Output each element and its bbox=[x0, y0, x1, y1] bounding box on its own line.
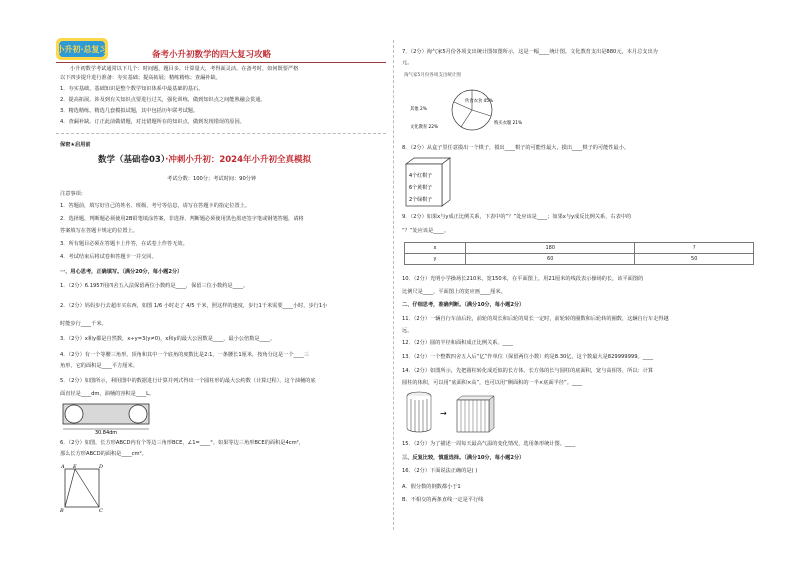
box-figure bbox=[404, 156, 454, 208]
intro-line-1: 以下四步提升进行准备：夯实基础；提高拓展；精练精练；查漏补缺。 bbox=[60, 75, 221, 81]
svg-text:小升初·总复习: 小升初·总复习 bbox=[56, 45, 108, 54]
question-12: 12．（2分）圆的半径和面积成正比例关系。____ bbox=[402, 340, 514, 346]
question-3: 3．（2分）x和y都是自然数，x÷y=3(y≠0)，x和y的最大公因数是____，最小公倍数是____。 bbox=[60, 336, 276, 342]
table-cell: 50 bbox=[635, 254, 754, 265]
question-11b: 远。 bbox=[402, 328, 413, 334]
table-row bbox=[405, 254, 754, 265]
logo bbox=[55, 34, 109, 64]
intro-line-4: 3．精选精练。精选几套模拟试题，其中包括历年联考试题。 bbox=[60, 108, 199, 114]
table-cell: ? bbox=[635, 243, 754, 254]
question-7b: 元。 bbox=[402, 60, 413, 66]
label-E: E bbox=[73, 464, 77, 470]
pie-label-other: 其他 2% bbox=[410, 107, 427, 112]
question-6b: 那么长方形ABCD的面积是____cm²。 bbox=[60, 451, 147, 457]
header-title: 备考小升初数学的四大复习攻略 bbox=[152, 50, 272, 60]
question-2a: 2．（2分）妈妈步行去超市买东西，如图 1/6 小时走了 4/5 千米，照这样的速度，步行1千米需要____小时，步行1小 bbox=[60, 303, 328, 309]
intro-line-3: 2．提高拓展。涉及到有关知识点要进行过关，强化训练，做到知识点之间能熟融会贯通。 bbox=[60, 97, 266, 103]
question-11a: 11．（2分）一辆自行车前后轮，前轮的周长和后轮的周长一定时，前轮转的圈数和后轮转的圈数，这辆自行车走得越 bbox=[402, 316, 669, 322]
pie-chart-figure bbox=[402, 68, 532, 138]
question-15: 15．（2分）为了描述一周每天最高气温的变化情况，选用条形统计图。____ bbox=[402, 441, 576, 447]
intro-line-0: 小升初数学考试通常以下几个：时间题，题目多，计算量大，考得面灵活。在备考时，如何既要严格 bbox=[70, 66, 299, 72]
label-B: B bbox=[60, 508, 64, 512]
header-rule bbox=[56, 62, 386, 63]
logo-icon bbox=[55, 34, 109, 64]
pie-label-food: 伙食衣食 45% bbox=[465, 99, 494, 104]
secret-tag: 保密★启用前 bbox=[60, 142, 91, 148]
question-16-option-b: B．不相交的两条直线一定是平行线 bbox=[402, 497, 484, 503]
exam-info: 考试分数：100分；考试时间：90分钟 bbox=[167, 176, 257, 182]
question-5b: 面直径是____dm，油桶的容积是____L。 bbox=[60, 391, 155, 397]
box-label-green: 2个绿棋子 bbox=[409, 197, 433, 203]
question-2b: 时能步行____千米。 bbox=[60, 321, 107, 327]
notes-heading: 注意事项： bbox=[60, 191, 86, 197]
pie-title: 淘气家5月份各项支出统计图 bbox=[404, 73, 461, 78]
label-D: D bbox=[99, 464, 104, 470]
question-16: 16．（2分）下面说法正确的是( ) bbox=[402, 468, 478, 474]
question-5a: 5．（2分）如图所示，利用图中的数据进行计算并列式得出一个圆柱形的最大公约数（计算过程），这个油桶的底 bbox=[60, 378, 316, 384]
notes-line-0: 1．答题前，填写好自己的姓名、班级、考号等信息，请写在答题卡的指定位置上。 bbox=[60, 203, 251, 209]
rectangle-figure bbox=[58, 462, 108, 512]
intro-line-2: 1．夯实基础。基础知识是整个数学知识体系中最基础的基石。 bbox=[60, 86, 204, 92]
table-cell: 60 bbox=[466, 254, 635, 265]
question-4b: 角形，它的面积是____平方厘米。 bbox=[60, 363, 138, 369]
box-label-yellow: 6个黄棋子 bbox=[409, 185, 433, 191]
box-label-red: 4个红棋子 bbox=[409, 173, 433, 179]
section-1-heading: 一、用心思考，正确填写。（满分20分，每小题2分） bbox=[60, 269, 183, 275]
pie-label-clothes: 购买衣服 21% bbox=[494, 121, 523, 126]
pie-label-culture: 文化教育 22% bbox=[410, 125, 439, 130]
question-10b: 比例尺是____，平面图上的宽应画____厘米。 bbox=[402, 289, 506, 295]
arrow-icon: → bbox=[440, 409, 447, 418]
table-cell: y bbox=[405, 254, 466, 265]
question-9b: “？”处应该是____。 bbox=[402, 228, 449, 234]
question-9a: 9．（2分）如果x与y成正比例关系，下表中的“？”处应该是____；如果x与y成反比例关系，右表中的 bbox=[402, 214, 632, 220]
table-cell: 180 bbox=[466, 243, 635, 254]
notes-line-3: 3．所有题目必须在答题卡上作答，在试卷上作答无效。 bbox=[60, 241, 188, 247]
barrel-figure bbox=[62, 403, 152, 435]
column-divider bbox=[393, 40, 394, 530]
question-16-option-a: A．假分数的倒数都小于1 bbox=[402, 484, 461, 490]
label-A: A bbox=[61, 464, 65, 470]
exam-title bbox=[98, 155, 311, 165]
exam-title-black: 数学（基础卷03） bbox=[98, 155, 166, 165]
section-3-heading: 三、反复比较，慎重选择。（满分10分，每小题2分） bbox=[402, 455, 525, 461]
label-C: C bbox=[99, 508, 103, 512]
exam-title-red: ·冲刺小升初：2024年小升初全真模拟 bbox=[165, 155, 311, 165]
notes-line-2: 答案填写在答题卡规定的位置上。 bbox=[60, 228, 138, 234]
question-1: 1．（2分）6.1957用四舍五入法保留两位小数约是____，保留三位小数约是____。 bbox=[60, 283, 249, 289]
proportion-table bbox=[404, 242, 754, 265]
question-14b: 圆柱的体积，可以用“底面积×高”，也可以用“侧面积的一半×底面半径”。____ bbox=[402, 380, 583, 386]
question-4a: 4．（2分）有一个等腰三角形，顶角和其中一个底角的度数比是2:1，一条腰长1厘米，按角分这是一个____三 bbox=[60, 352, 310, 358]
question-8: 8．（2分）从盒子里任意摸出一个棋子，摸出____棋子的可能性最大，摸出____棋子的可能性最小。 bbox=[402, 145, 630, 151]
question-13: 13．（2分）一个整数四舍五入后“亿”作单位（保留两位小数）约是8.30亿，这个数最大是829999999。____ bbox=[402, 354, 654, 360]
cylinder-figure bbox=[402, 388, 502, 436]
intro-divider bbox=[56, 133, 386, 134]
barrel-dimension-label: 30.84dm bbox=[94, 430, 118, 435]
table-row bbox=[405, 243, 754, 254]
section-2-heading: 二、仔细思考，准确判断。（满分10分，每小题2分） bbox=[402, 302, 525, 308]
table-cell: x bbox=[405, 243, 466, 254]
question-10a: 10．（2分）光明小学操场长210米，宽150米，在平面图上，用21厘米的线段表示操场的长，该平面图的 bbox=[402, 276, 644, 282]
question-7a: 7．（2分）淘气家5月份各项支出统计图如图所示，这是一幅____统计图。文化教育支出是880元，本月总支出为 bbox=[402, 49, 658, 55]
intro-line-5: 4．查漏补缺。订正此前做错题，对比错题所在的知识点，做到发现错误的原因。 bbox=[60, 119, 245, 125]
notes-line-4: 4．考试结束后将试卷和答题卡一并交回。 bbox=[60, 254, 157, 260]
question-6a: 6．（2分）如图，长方形ABCD内有个等边三角形BCE，∠1=____°。如果等边三角形BCE的面积是4cm²， bbox=[60, 440, 304, 446]
question-14a: 14．（2分）如图所示，先把圆柱转化成近似的长方体，长方体的长与圆柱的底面积，宽与高相等，所以：计算 bbox=[402, 368, 654, 374]
notes-line-1: 2．选择题，判断题必须使用2B铅笔填涂答案，非选择、判断题必须使用黑色墨迹签字笔或钢笔答题，请将 bbox=[60, 216, 304, 222]
